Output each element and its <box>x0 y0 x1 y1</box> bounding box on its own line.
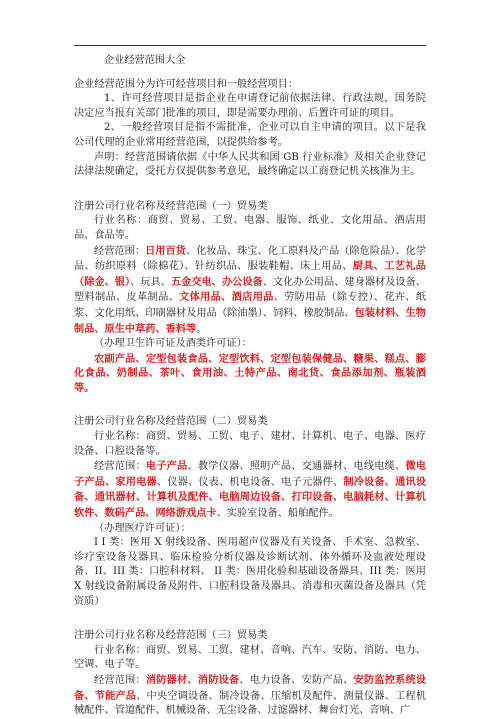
scope-text: 、玩具、 <box>130 276 171 288</box>
highlighted-scope-term: 包装材料、生物制品、原生中草药、香料等 <box>74 306 426 335</box>
scope-text: 、文化办公用品、建身器材及设备、塑料制品、皮革制品、 <box>74 276 426 304</box>
document-title: 企业经营范围大全 <box>104 55 186 66</box>
highlighted-scope-term: 制冷设备、通讯设备、通讯器材、计算机及配件、电脑周边设备、打印设备、电脑耗材、计算机软件、数码产品、网络游戏点卡 <box>74 475 427 520</box>
scope-text: 、仪器、仪表、机电设备、电子元器件、 <box>156 476 344 488</box>
intro-heading: 企业经营范围分为许可经营项目和一般经营项目： <box>74 78 299 90</box>
scope-text: 、电力设备、安防产品、 <box>239 674 354 686</box>
section-2-license-note: （办理医疗许可证）： <box>94 522 191 534</box>
scope-text: 经营范围： <box>94 461 146 473</box>
section-1-title: 注册公司行业名称及经营范围（一）贸易类 <box>74 200 268 212</box>
section-2-scope <box>74 459 426 521</box>
highlighted-scope-term: 微电子产品、家用电器 <box>74 460 427 488</box>
intro-item-2: 2、一般经营项目是指不需批准，企业可以自主申请的项目。以下是我公司代理的企业常用经营范围，以提供给参考。 <box>74 122 426 148</box>
section-1-license-items: 农副产品、定型包装食品、定型饮料、定型包装保健品、糖果、糕点、膨化食品、奶制品、茶叶、食用油、土特产品、南北货、食品添加剂、瓶装酒等。 <box>74 352 426 394</box>
highlighted-scope-term: 消防器材、消防设备 <box>145 673 240 686</box>
document-body <box>74 54 426 719</box>
section-3-title: 注册公司行业名称及经营范围（三）贸易类 <box>74 630 268 642</box>
highlighted-scope-term: 安防监控系统设备、节能产品 <box>74 673 427 702</box>
highlighted-scope-term: 文体用品、酒店用品 <box>179 291 274 304</box>
section-1-license-note: （办理卫生许可证及酒类许可证）： <box>94 338 252 350</box>
scope-text: 、化妆品、珠宝、化工原料及产品（除危险品）、化学品、纺织原料（除棉花）、针纺织品、服装鞋帽、床上用品、 <box>74 245 427 273</box>
highlighted-scope-term: 厨具、工艺礼品（除金、银） <box>74 260 426 288</box>
scope-text: 、教学仪器、照明产品、交通器材、电线电缆、 <box>187 461 406 473</box>
section-2-medical: I I 类：医用 X 射线设备、医用超声仪器及有关设备、手术室、急救室、诊疗室设备及器具、临床检验分析仪器及诊断试剂、体外循环及血液处理设备、II、III 类：口腔科材料、 II 类：医用化验和基础设备器具、III 类：医用 X 射线设备附属设备及附件、口腔科设备及器具、消毒和灭菌设备及器具（凭资质） <box>74 537 426 607</box>
scope-text: 经营范围： <box>94 245 146 257</box>
scope-text: 。 <box>196 323 207 335</box>
header-rule <box>74 45 426 46</box>
section-3-scope <box>74 673 426 719</box>
scope-text: 、劳防用品（除专控）、花卉、纸浆、文化用纸、印刷器材及用品（除油墨）、饲料、橡胶制品、 <box>74 292 427 319</box>
section-2-title: 注册公司行业名称及经营范围（二）贸易类 <box>74 416 268 428</box>
intro-statement: 声明：经营范围请依据《中华人民共和国 GB 行业标准》及相关企业登记法律法规确定，受托方仅提供参考意见，最终确定以工商登记机关核准为主。 <box>74 151 426 178</box>
highlighted-scope-term: 五金交电、办公设备 <box>170 275 263 288</box>
section-2-industry: 行业名称：商贸、贸易、工贸、电子、建材、计算机、电子、电器、医疗设备、口腔设备等。 <box>74 431 426 457</box>
section-1-industry: 行业名称：商贸、贸易、工贸、电器、服饰、纸业、文化用品、酒店用品、食品等。 <box>74 215 426 241</box>
scope-text: 经营范围： <box>94 674 146 686</box>
scope-text: 、实验室设备、船舶配件。 <box>216 508 339 520</box>
scope-text: 、中央空调设备、制冷设备、压缩机及配件、测量仪器、工程机械配件、管道配件、机械设备、无尘设备、过滤器材、舞台灯光、音响、广 <box>74 690 427 717</box>
section-3-industry: 行业名称：商贸、贸易、工贸、建材、音响、汽车、安防、消防、电力、空调、电子等。 <box>74 644 426 671</box>
section-1-scope <box>74 244 426 338</box>
highlighted-scope-term: 电子产品 <box>145 460 188 473</box>
highlighted-scope-term: 日用百货 <box>145 244 186 257</box>
intro-item-1: 1、许可经营项目是指企业在申请登记前依据法律、行政法规，国务院决定应当报有关部门批准的项目，即是需要办理前、后置许可证的项目。 <box>74 93 426 119</box>
